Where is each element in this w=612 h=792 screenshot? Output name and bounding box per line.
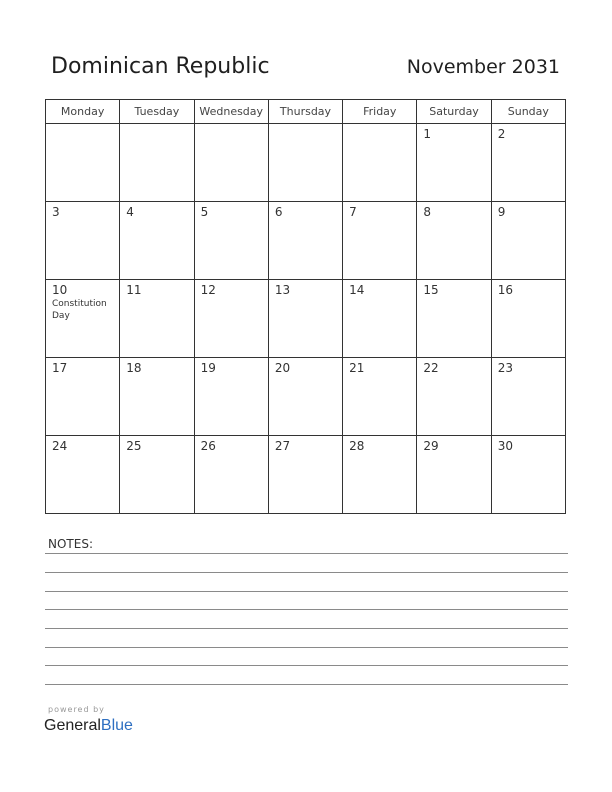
- day-number: 16: [497, 283, 513, 297]
- day-cell: [343, 202, 417, 280]
- day-cell: [417, 436, 491, 514]
- week-row: [46, 280, 566, 358]
- day-number: 10: [52, 283, 68, 297]
- day-number: 3: [52, 205, 60, 219]
- day-cell: [491, 436, 565, 514]
- day-cell: [343, 358, 417, 436]
- day-number: 30: [497, 439, 513, 453]
- day-cell: [268, 436, 342, 514]
- day-number: 24: [52, 439, 68, 453]
- day-cell: [417, 358, 491, 436]
- day-number: 4: [126, 205, 134, 219]
- empty-day-cell: [194, 124, 268, 202]
- calendar-grid: [45, 99, 566, 514]
- day-cell: [417, 280, 491, 358]
- day-cell: [46, 202, 120, 280]
- day-cell: [120, 280, 194, 358]
- note-line: [45, 609, 568, 610]
- powered-by-text: powered by: [48, 705, 105, 714]
- day-cell: [120, 202, 194, 280]
- note-line: [45, 628, 568, 629]
- country-title: Dominican Republic: [51, 54, 270, 79]
- day-cell: [343, 280, 417, 358]
- day-number: 29: [423, 439, 439, 453]
- day-number: 14: [349, 283, 365, 297]
- brand-general: General: [44, 717, 101, 734]
- day-cell: [194, 280, 268, 358]
- day-number: 12: [200, 283, 216, 297]
- day-number: 23: [497, 361, 513, 375]
- empty-day-cell: [120, 124, 194, 202]
- note-line: [45, 572, 568, 573]
- month-year-title: November 2031: [406, 56, 560, 78]
- day-number: 28: [349, 439, 365, 453]
- holiday-label: Constitution Day: [52, 299, 107, 321]
- day-cell: [343, 436, 417, 514]
- day-number: 19: [200, 361, 216, 375]
- brand-blue: Blue: [100, 717, 133, 734]
- day-number: 8: [423, 205, 432, 219]
- day-cell: [194, 202, 268, 280]
- generalblue-logo: [44, 717, 133, 735]
- week-row: [46, 202, 566, 280]
- week-row: [46, 124, 566, 202]
- day-cell: [120, 436, 194, 514]
- day-number: 22: [423, 361, 439, 375]
- empty-day-cell: [343, 124, 417, 202]
- day-cell: [46, 280, 120, 358]
- day-number: 18: [126, 361, 142, 375]
- weekday-monday: Monday: [46, 100, 120, 124]
- day-number: 15: [423, 283, 439, 297]
- empty-day-cell: [46, 124, 120, 202]
- note-line: [45, 591, 568, 592]
- day-cell: [194, 436, 268, 514]
- weekday-header-row: [46, 100, 566, 124]
- weekday-sunday: Sunday: [491, 100, 565, 124]
- day-cell: [417, 124, 491, 202]
- day-number: 6: [274, 205, 283, 219]
- weekday-wednesday: Wednesday: [194, 100, 268, 124]
- day-cell: [268, 280, 342, 358]
- week-row: [46, 436, 566, 514]
- day-cell: [268, 358, 342, 436]
- note-line: [45, 647, 568, 648]
- day-number: 21: [349, 361, 365, 375]
- empty-day-cell: [268, 124, 342, 202]
- day-number: 20: [274, 361, 291, 375]
- day-number: 1: [423, 127, 432, 141]
- day-cell: [46, 358, 120, 436]
- note-line: [45, 553, 568, 554]
- day-number: 25: [126, 439, 142, 453]
- note-line: [45, 665, 568, 666]
- day-cell: [120, 358, 194, 436]
- day-cell: [491, 124, 565, 202]
- day-cell: [417, 202, 491, 280]
- day-cell: [194, 358, 268, 436]
- weekday-friday: Friday: [343, 100, 417, 124]
- day-cell: [491, 280, 565, 358]
- day-number: 13: [274, 283, 291, 297]
- day-number: 17: [52, 361, 68, 375]
- notes-label: NOTES:: [48, 537, 93, 551]
- day-number: 11: [126, 283, 142, 297]
- day-number: 9: [497, 205, 506, 219]
- day-number: 2: [497, 127, 506, 141]
- day-cell: [46, 436, 120, 514]
- day-cell: [491, 202, 565, 280]
- weekday-saturday: Saturday: [417, 100, 491, 124]
- week-row: [46, 358, 566, 436]
- day-number: 5: [200, 205, 209, 219]
- day-cell: [268, 202, 342, 280]
- weekday-tuesday: Tuesday: [120, 100, 194, 124]
- day-cell: [491, 358, 565, 436]
- note-line: [45, 684, 568, 685]
- day-number: 27: [274, 439, 291, 453]
- weekday-thursday: Thursday: [268, 100, 342, 124]
- day-number: 26: [200, 439, 216, 453]
- day-number: 7: [349, 205, 357, 219]
